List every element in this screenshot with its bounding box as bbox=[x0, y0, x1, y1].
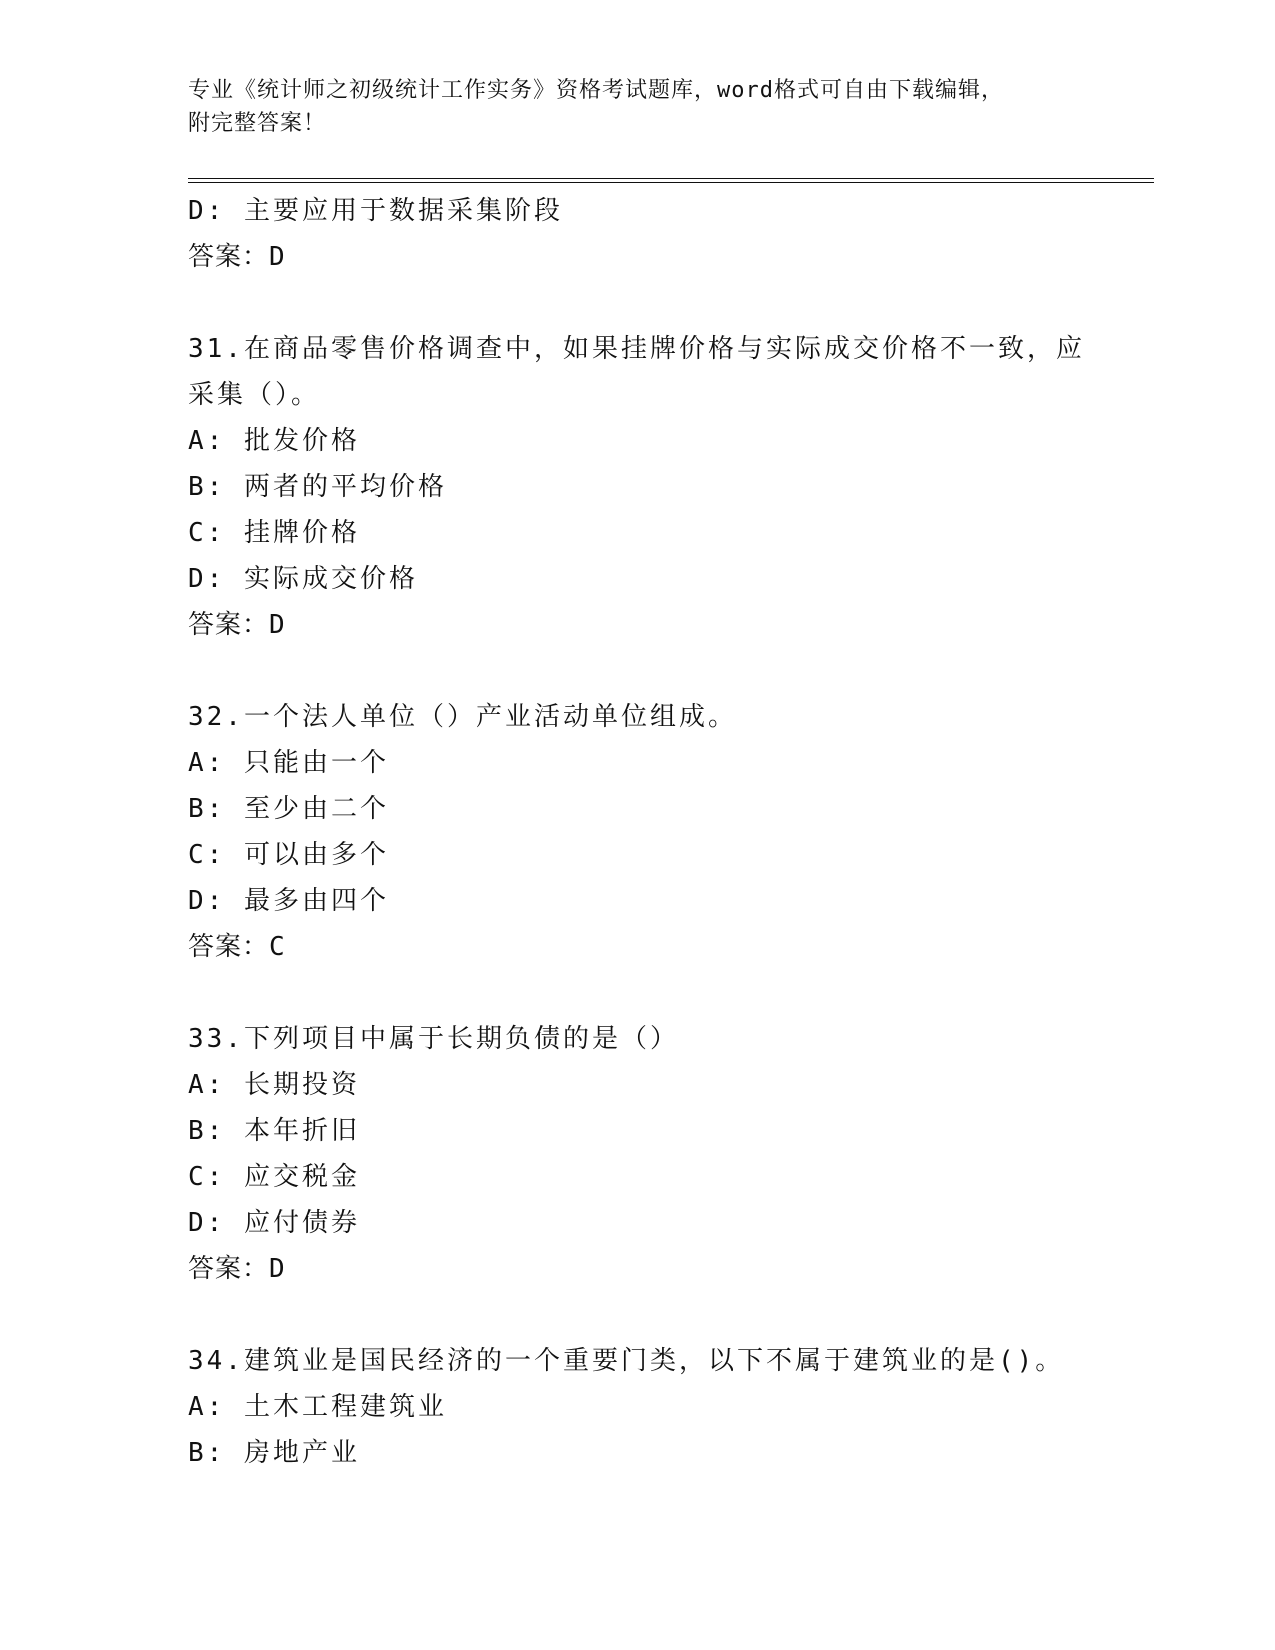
option-d: D: 最多由四个 bbox=[188, 886, 389, 916]
option-b: B: 至少由二个 bbox=[188, 794, 389, 824]
option-d: D: 实际成交价格 bbox=[188, 564, 418, 594]
answer-label: 答案： bbox=[188, 932, 270, 962]
option-c: C: 可以由多个 bbox=[188, 840, 389, 870]
answer bbox=[188, 924, 1088, 970]
question-31 bbox=[188, 326, 1088, 648]
answer-value: D bbox=[269, 1254, 286, 1284]
option-b: B: 本年折旧 bbox=[188, 1116, 360, 1146]
option-b: B: 房地产业 bbox=[188, 1438, 360, 1468]
header-text-line-1: 专业《统计师之初级统计工作实务》资格考试题库，word格式可自由下载编辑， bbox=[188, 78, 1004, 103]
prev-option-d: D: 主要应用于数据采集阶段 bbox=[188, 196, 563, 226]
option-a: A: 土木工程建筑业 bbox=[188, 1392, 447, 1422]
question-32 bbox=[188, 694, 1088, 970]
question-34 bbox=[188, 1338, 1088, 1476]
answer-label: 答案： bbox=[188, 1254, 270, 1284]
question-title: 31.在商品零售价格调查中，如果挂牌价格与实际成交价格不一致，应 bbox=[188, 334, 1085, 364]
answer-value: C bbox=[269, 932, 286, 962]
question-33 bbox=[188, 1016, 1088, 1292]
question-title: 34.建筑业是国民经济的一个重要门类，以下不属于建筑业的是()。 bbox=[188, 1346, 1065, 1376]
option-a: A: 只能由一个 bbox=[188, 748, 389, 778]
question-title: 33.下列项目中属于长期负债的是（） bbox=[188, 1024, 679, 1054]
option-b: B: 两者的平均价格 bbox=[188, 472, 447, 502]
question-content bbox=[188, 188, 1088, 1476]
answer bbox=[188, 1246, 1088, 1292]
header-divider bbox=[188, 178, 1154, 183]
answer-label: 答案： bbox=[188, 242, 270, 272]
answer-value: D bbox=[269, 610, 286, 640]
answer-value: D bbox=[269, 242, 286, 272]
option-c: C: 挂牌价格 bbox=[188, 518, 360, 548]
option-a: A: 长期投资 bbox=[188, 1070, 360, 1100]
option-c: C: 应交税金 bbox=[188, 1162, 360, 1192]
prev-answer bbox=[188, 234, 1088, 280]
answer bbox=[188, 602, 1088, 648]
option-d: D: 应付债券 bbox=[188, 1208, 360, 1238]
question-title-cont: 采集（）。 bbox=[188, 380, 321, 410]
option-a: A: 批发价格 bbox=[188, 426, 360, 456]
header-text-line-2: 附完整答案！ bbox=[188, 111, 327, 136]
page-header bbox=[188, 74, 1068, 140]
question-title: 32.一个法人单位（）产业活动单位组成。 bbox=[188, 702, 737, 732]
answer-label: 答案： bbox=[188, 610, 270, 640]
